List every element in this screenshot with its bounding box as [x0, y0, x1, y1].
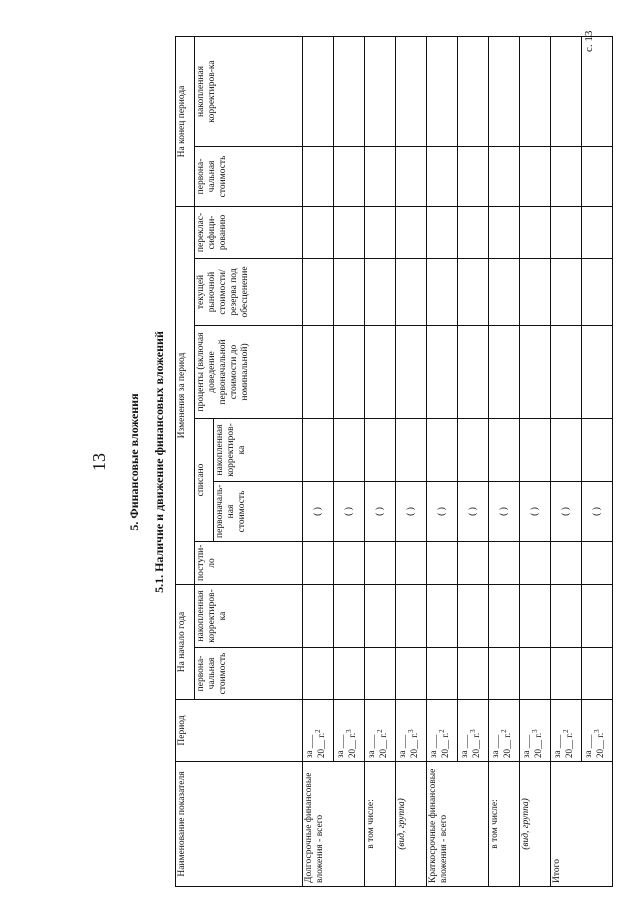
- table-row: [458, 36, 489, 886]
- row-total-label: Итого: [551, 762, 613, 887]
- period-cell: за ___ 20__ г.$^3$: [520, 700, 551, 762]
- row-type-group-label: (вид, группа): [520, 762, 551, 887]
- paren-cell: ( ): [365, 481, 396, 541]
- table-row: [365, 36, 396, 886]
- paren-cell: ( ): [427, 481, 458, 541]
- row-type-group-label: (вид, группа): [396, 762, 427, 887]
- period-cell: за ___ 20__ г.$^2$: [551, 700, 582, 762]
- paren-cell: ( ): [551, 481, 582, 541]
- header-reclass: переклас-сифици-рованию: [195, 206, 303, 258]
- period-cell: за ___ 20__ г.$^3$: [458, 700, 489, 762]
- header-start-accum: накопленная корректиров-ка: [195, 584, 303, 647]
- table-row: [427, 36, 458, 886]
- header-changes: Изменения за период: [176, 206, 195, 584]
- header-end-accum: накопленная корректиров-ка: [195, 36, 303, 146]
- header-written-initial: первоначаль-ная стоимость: [214, 481, 303, 541]
- table-row: [520, 36, 551, 886]
- header-start: На начало года: [176, 584, 195, 699]
- header-interest: проценты (включая доведение первоначальной стоимости до номинальной): [195, 325, 303, 418]
- header-period: Период: [176, 700, 303, 762]
- paren-cell: ( ): [582, 481, 613, 541]
- row-including-label: в том числе:: [365, 762, 396, 887]
- header-market-value: текущей рыночной стоимости/ резерва под обесценение: [195, 258, 303, 325]
- period-cell: за ___ 20__ г.$^3$: [396, 700, 427, 762]
- header-written-accum: накопленная корректиров-ка: [214, 418, 303, 481]
- period-cell: за ___ 20__ г.$^3$: [334, 700, 365, 762]
- paren-cell: ( ): [334, 481, 365, 541]
- header-end-initial: первона-чальная стоимость: [195, 146, 303, 206]
- period-cell: за ___ 20__ г.$^2$: [427, 700, 458, 762]
- subsection-title: 5.1. Наличие и движение финансовых вложений: [152, 331, 166, 593]
- period-cell: за ___ 20__ г.$^2$: [303, 700, 334, 762]
- table-row: [334, 36, 365, 886]
- period-cell: за ___ 20__ г.$^3$: [582, 700, 613, 762]
- header-start-initial: первона-чальная стоимость: [195, 648, 303, 700]
- paren-cell: ( ): [396, 481, 427, 541]
- paren-cell: ( ): [303, 481, 334, 541]
- paren-cell: ( ): [489, 481, 520, 541]
- table-row: [303, 36, 334, 886]
- table-row: [551, 36, 582, 886]
- header-name: Наименование показателя: [176, 762, 303, 887]
- header-end: На конец периода: [176, 36, 195, 206]
- row-long-term-label: Долгосрочные финансовые вложения - всего: [303, 762, 365, 887]
- table-row: [489, 36, 520, 886]
- paren-cell: ( ): [458, 481, 489, 541]
- rotated-page: [32, 37, 610, 887]
- period-cell: за ___ 20__ г.$^2$: [365, 700, 396, 762]
- table-row: [396, 36, 427, 886]
- section-title: 5. Финансовые вложения: [127, 393, 141, 531]
- paren-cell: ( ): [520, 481, 551, 541]
- header-written-off: списано: [195, 418, 214, 541]
- header-received: поступи-ло: [195, 541, 303, 584]
- financial-investments-table: [175, 36, 613, 887]
- row-short-term-label: Краткосрочные финансовые вложения - всего: [427, 762, 489, 887]
- period-cell: за ___ 20__ г.$^2$: [489, 700, 520, 762]
- table-row: [582, 36, 613, 886]
- page-number: 13: [89, 453, 109, 471]
- row-including-label: в том числе:: [489, 762, 520, 887]
- page-label: с. 13: [583, 30, 595, 52]
